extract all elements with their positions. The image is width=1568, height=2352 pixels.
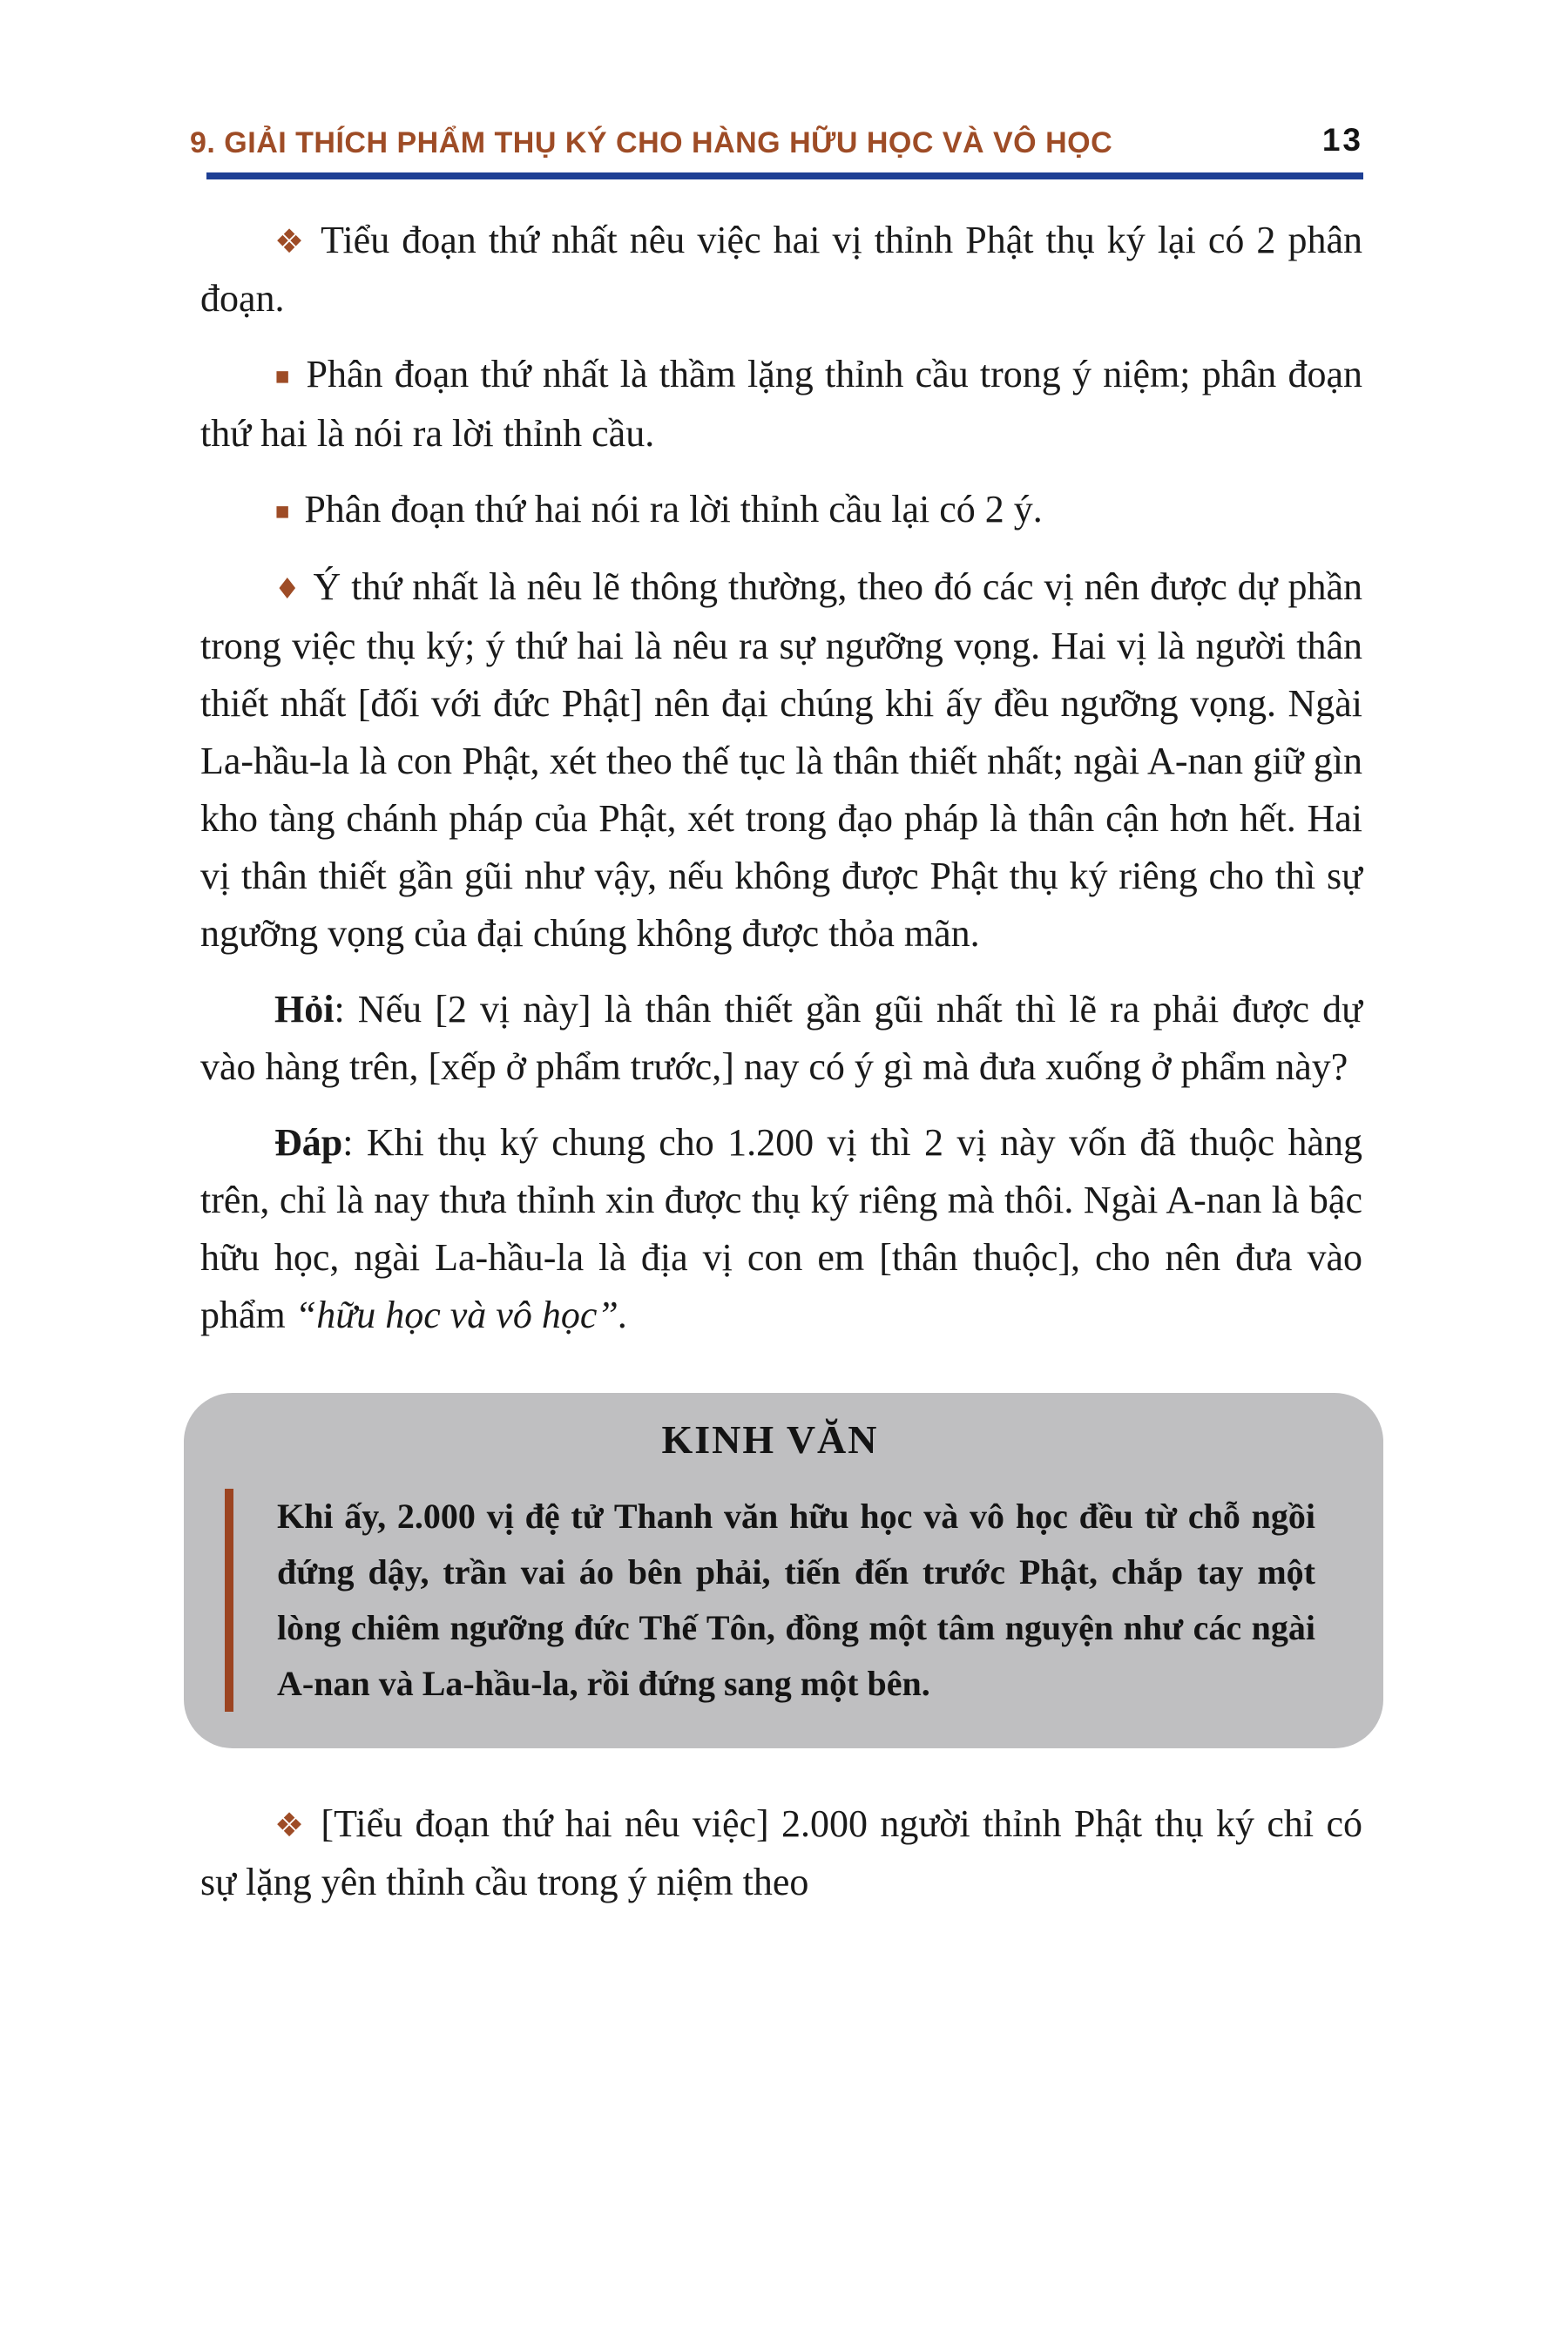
answer-paragraph: [200, 1114, 1362, 1344]
paragraph-text: Phân đoạn thứ hai nói ra lời thỉnh cầu lại có 2 ý.: [304, 488, 1043, 531]
sutra-quote: Khi ấy, 2.000 vị đệ tử Thanh văn hữu học và vô học đều từ chỗ ngồi đứng dậy, trần vai áo bên phải, tiến đến trước Phật, chắp tay một lòng chiêm ngưỡng đức Thế Tôn, đồng một tâm nguyện như các ngài A-nan và La-hầu-la, rồi đứng sang một bên.: [225, 1489, 1315, 1712]
square-bullet-icon: ▪: [274, 362, 293, 389]
paragraph-text: Tiểu đoạn thứ nhất nêu việc hai vị thỉnh Phật thụ ký lại có 2 phân đoạn.: [200, 219, 1362, 320]
italic-phrase: “hữu học và vô học”.: [294, 1294, 628, 1336]
question-lead: Hỏi: [274, 988, 335, 1031]
diamond-cluster-bullet-icon: ❖: [274, 222, 308, 260]
paragraph-text: [Tiểu đoạn thứ hai nêu việc] 2.000 người thỉnh Phật thụ ký chỉ có sự lặng yên thỉnh cầu trong ý niệm theo: [200, 1802, 1362, 1903]
text-column: [200, 212, 1362, 1930]
paragraph-text: : Nếu [2 vị này] là thân thiết gần gũi nhất thì lẽ ra phải được dự vào hàng trên, [xếp ở phẩm trước,] nay có ý gì mà đưa xuống ở phẩm này?: [200, 988, 1362, 1088]
square-bullet-icon: ▪: [274, 497, 291, 524]
kinh-van-box: [184, 1393, 1383, 1748]
kinh-van-title: KINH VĂN: [661, 1417, 879, 1462]
chapter-running-head: 9. GIẢI THÍCH PHẨM THỤ KÝ CHO HÀNG HỮU HỌC VÀ VÔ HỌC: [190, 126, 1113, 159]
header-rule: [206, 172, 1363, 179]
paragraph-text: Ý thứ nhất là nêu lẽ thông thường, theo đó các vị nên được dự phần trong việc thụ ký; ý thứ hai là nêu ra sự ngưỡng vọng. Hai vị là người thân thiết nhất [đối với đức Phật] nên đại chúng khi ấy đều ngưỡng vọng. Ngài La-hầu-la là con Phật, xét theo thế tục là thân thiết nhất; ngài A-nan giữ gìn kho tàng chánh pháp của Phật, xét trong đạo pháp là thân cận hơn hết. Hai vị thân thiết gần gũi như vậy, nếu không được Phật thụ ký riêng cho thì sự ngưỡng vọng của đại chúng không được thỏa mãn.: [200, 565, 1362, 955]
answer-lead: Đáp: [274, 1121, 343, 1164]
diamond-bullet-icon: ♦: [274, 571, 301, 605]
paragraph: [200, 212, 1362, 328]
paragraph-text: : Khi thụ ký chung cho 1.200 vị thì 2 vị này vốn đã thuộc hàng trên, chỉ là nay thưa thỉnh xin được thụ ký riêng mà thôi. Ngài A-nan là bậc hữu học, ngài La-hầu-la là địa vị con em [thân thuộc], cho nên đưa vào phẩm: [200, 1121, 1362, 1336]
diamond-cluster-bullet-icon: ❖: [274, 1806, 308, 1844]
closing-paragraph: [200, 1795, 1362, 1911]
paragraph: [200, 481, 1362, 540]
paragraph: [200, 346, 1362, 463]
paragraph-text: Phân đoạn thứ nhất là thầm lặng thỉnh cầu trong ý niệm; phân đoạn thứ hai là nói ra lời thỉnh cầu.: [200, 353, 1362, 455]
page-number: 13: [1321, 122, 1363, 158]
question-paragraph: [200, 981, 1362, 1096]
paragraph: [200, 558, 1362, 963]
